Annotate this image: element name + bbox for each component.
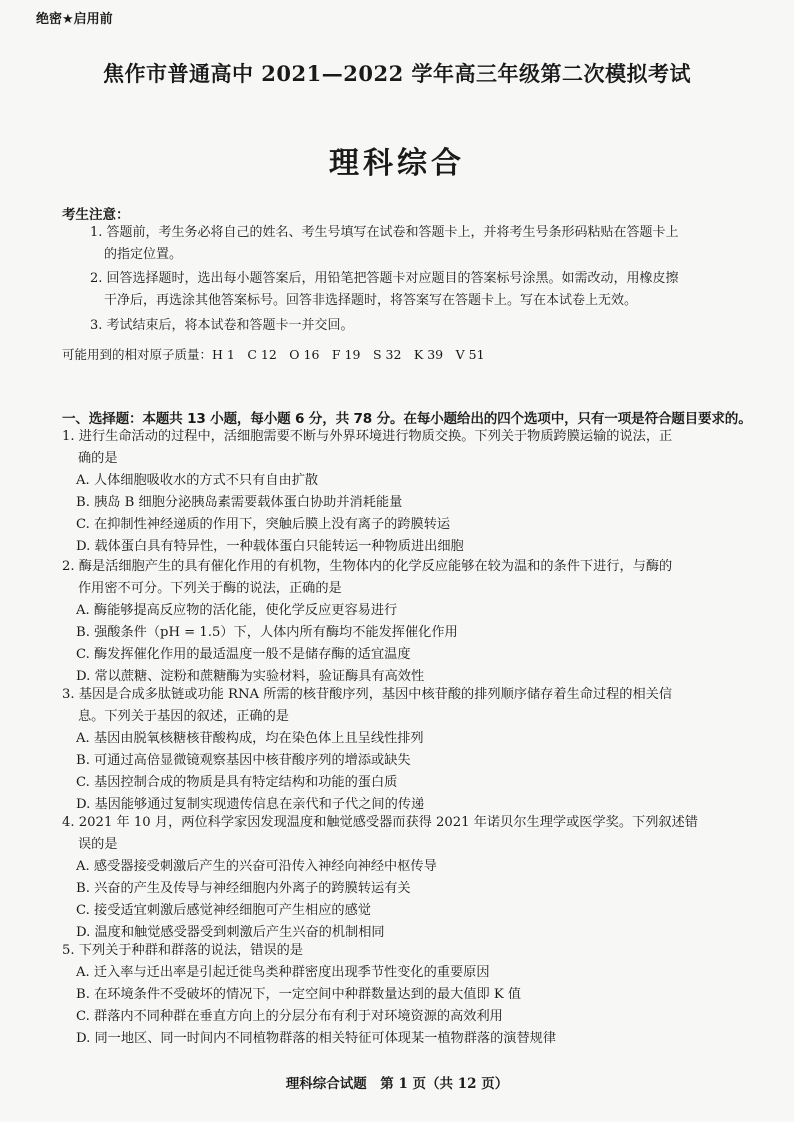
notice-item-3	[90, 315, 770, 337]
option-c: C. 基因控制合成的物质是具有特定结构和功能的蛋白质	[76, 775, 398, 790]
option-d: D. 载体蛋白具有特异性，一种载体蛋白只能转运一种物质进出细胞	[76, 539, 464, 554]
option-b: B. 可通过高倍显微镜观察基因中核苷酸序列的增添或缺失	[76, 753, 411, 768]
question-stem: 2. 酶是活细胞产生的具有催化作用的有机物，生物体内的化学反应能够在较为温和的条件下进行，与酶的	[62, 559, 673, 574]
exam-title: 焦作市普通高中 2021—2022 学年高三年级第二次模拟考试	[102, 61, 691, 86]
option-d: D. 温度和触觉感受器受到刺激后产生兴奋的机制相同	[76, 925, 385, 940]
page-footer: 理科综合试题 第 1 页（共 12 页）	[285, 1076, 509, 1092]
notice-item-1-line-1: 1. 答题前，考生务必将自己的姓名、考生号填写在试卷和答题卡上，并将考生号条形码粘贴在答题卡上	[90, 225, 679, 240]
question-3	[62, 684, 762, 816]
option-c: C. 群落内不同种群在垂直方向上的分层分布有利于对环境资源的高效利用	[76, 1009, 503, 1024]
option-d: D. 基因能够通过复制实现遗传信息在亲代和子代之间的传递	[76, 797, 425, 812]
option-a: A. 感受器接受刺激后产生的兴奋可沿传入神经向神经中枢传导	[76, 859, 437, 874]
option-d: D. 同一地区、同一时间内不同植物群落的相关特征可体现某一植物群落的演替规律	[76, 1031, 557, 1046]
question-stem: 3. 基因是合成多肽链或功能 RNA 所需的核苷酸序列，基因中核苷酸的排列顺序储存着生命过程的相关信	[62, 687, 673, 702]
subject-title: 理科综合	[329, 146, 465, 181]
option-b: B. 兴奋的产生及传导与神经细胞内外离子的跨膜转运有关	[76, 881, 411, 896]
question-stem: 4. 2021 年 10 月，两位科学家因发现温度和触觉感受器而获得 2021 年诺贝尔生理学或医学奖。下列叙述错	[62, 815, 698, 830]
question-stem-cont: 息。下列关于基因的叙述，正确的是	[78, 709, 289, 724]
option-a: A. 迁入率与迁出率是引起迁徙鸟类种群密度出现季节性变化的重要原因	[76, 965, 490, 980]
question-4	[62, 812, 762, 944]
question-stem-cont: 确的是	[78, 451, 118, 466]
option-b: B. 强酸条件（pH = 1.5）下，人体内所有酶均不能发挥催化作用	[76, 625, 458, 640]
question-5	[62, 940, 762, 1050]
option-c: C. 接受适宜刺激后感觉神经细胞可产生相应的感觉	[76, 903, 371, 918]
question-1	[62, 426, 762, 558]
question-stem-cont: 误的是	[78, 837, 118, 852]
question-2	[62, 556, 762, 688]
notice-item-3-line: 3. 考试结束后，将本试卷和答题卡一并交回。	[90, 318, 354, 333]
option-b: B. 在环境条件不受破坏的情况下，一定空间中种群数量达到的最大值即 K 值	[76, 987, 522, 1002]
notice-heading: 考生注意：	[62, 207, 130, 223]
question-stem: 5. 下列关于种群和群落的说法，错误的是	[62, 943, 303, 958]
option-c: C. 在抑制性神经递质的作用下，突触后膜上没有离子的跨膜转运	[76, 517, 451, 532]
notice-item-1-line-2: 的指定位置。	[104, 247, 183, 262]
section-heading: 一、选择题：本题共 13 小题，每小题 6 分，共 78 分。在每小题给出的四个选项中，只有一项是符合题目要求的。	[62, 411, 752, 427]
notice-item-1	[90, 222, 770, 266]
notice-item-2-line-2: 干净后，再选涂其他答案标号。回答非选择题时，将答案写在答题卡上。写在本试卷上无效。	[104, 293, 638, 308]
secret-label: 绝密★启用前	[36, 12, 113, 27]
option-a: A. 酶能够提高反应物的活化能，使化学反应更容易进行	[76, 603, 398, 618]
option-a: A. 基因由脱氧核糖核苷酸构成，均在染色体上且呈线性排列	[76, 731, 424, 746]
atomic-masses: 可能用到的相对原子质量：H 1 C 12 O 16 F 19 S 32 K 39 V 51	[62, 347, 485, 362]
question-stem: 1. 进行生命活动的过程中，活细胞需要不断与外界环境进行物质交换。下列关于物质跨膜运输的说法，正	[62, 429, 673, 444]
notice-item-2	[90, 268, 770, 312]
option-d: D. 常以蔗糖、淀粉和蔗糖酶为实验材料，验证酶具有高效性	[76, 669, 425, 684]
option-b: B. 胰岛 B 细胞分泌胰岛素需要载体蛋白协助并消耗能量	[76, 495, 403, 510]
option-a: A. 人体细胞吸收水的方式不只有自由扩散	[76, 473, 319, 488]
option-c: C. 酶发挥催化作用的最适温度一般不是储存酶的适宜温度	[76, 647, 411, 662]
notice-item-2-line-1: 2. 回答选择题时，选出每小题答案后，用铅笔把答题卡对应题目的答案标号涂黑。如需改动，用橡皮擦	[90, 271, 679, 286]
question-stem-cont: 作用密不可分。下列关于酶的说法，正确的是	[78, 581, 342, 596]
